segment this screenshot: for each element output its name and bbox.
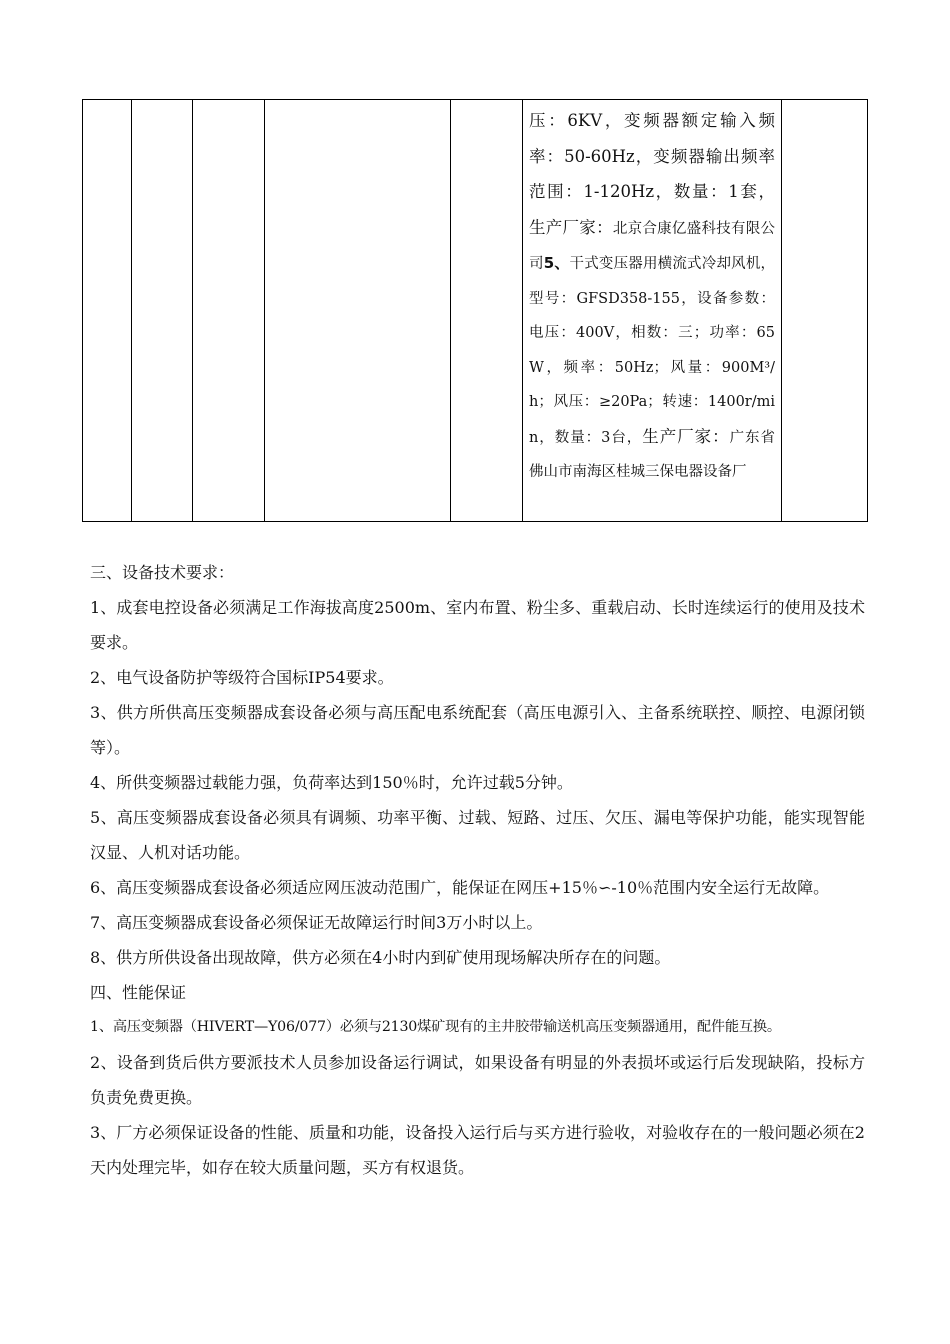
guarantee-item: 2、设备到货后供方要派技术人员参加设备运行调试，如果设备有明显的外表损坏或运行后发现缺陷，投标方负责免费更换。	[90, 1053, 865, 1107]
requirement-item: 3、供方所供高压变频器成套设备必须与高压配电系统配套（高压电源引入、主备系统联控、顺控、电源闭锁等）。	[90, 703, 865, 757]
requirement-item: 7、高压变频器成套设备必须保证无故障运行时间3万小时以上。	[90, 913, 543, 932]
table-cell-empty	[265, 100, 451, 522]
table-cell-empty	[451, 100, 523, 522]
requirement-item: 5、高压变频器成套设备必须具有调频、功率平衡、过载、短路、过压、欠压、漏电等保护功能，能实现智能汉显、人机对话功能。	[90, 808, 865, 862]
description-part: 生产厂家：	[642, 426, 730, 446]
description-part: 干式变压器用横流式冷却风机，型号：GFSD358-155，设备参数：电压：400V，相数：三；功率：65W，频率：50Hz；风量：900M³/h；风压：≥20Pa；转速：1400r/min，数量：3台，	[529, 256, 776, 446]
description-part: 广东省佛山市南海区桂城三保电器设备厂	[529, 429, 776, 480]
document-body	[90, 555, 865, 1185]
description-part: 压：6KV，变频器额定输入频率：50-60Hz，变频器输出频率范围：1-120Hz，数量：1套，生产厂家：	[529, 111, 775, 237]
table-cell-empty	[83, 100, 132, 522]
requirement-item: 8、供方所供设备出现故障，供方必须在4小时内到矿使用现场解决所存在的问题。	[90, 948, 671, 967]
requirement-item: 4、所供变频器过载能力强，负荷率达到150％时，允许过载5分钟。	[90, 773, 573, 792]
guarantee-item: 1、高压变频器（HIVERT—Y06/077）必须与2130煤矿现有的主井胶带输送机高压变频器通用，配件能互换。	[90, 1019, 781, 1035]
table-cell-empty	[782, 100, 868, 522]
table-row	[83, 100, 868, 522]
requirement-item: 1、成套电控设备必须满足工作海拔高度2500m、室内布置、粉尘多、重载启动、长时连续运行的使用及技术要求。	[90, 598, 865, 652]
equipment-description-cell	[523, 100, 782, 522]
equipment-table	[82, 99, 868, 522]
section-heading: 四、性能保证	[90, 983, 187, 1002]
description-part: 北京合康亿盛科技有限公司	[529, 220, 776, 272]
guarantee-item: 3、厂方必须保证设备的性能、质量和功能，设备投入运行后与买方进行验收，对验收存在的一般问题必须在2天内处理完毕，如存在较大质量问题，买方有权退货。	[90, 1123, 865, 1177]
requirement-item: 2、电气设备防护等级符合国标IP54要求。	[90, 668, 394, 687]
requirement-item: 6、高压变频器成套设备必须适应网压波动范围广，能保证在网压+15％∽-10％范围内安全运行无故障。	[90, 878, 830, 897]
table-cell-empty	[132, 100, 193, 522]
table-cell-empty	[193, 100, 265, 522]
section-heading: 三、设备技术要求：	[90, 563, 235, 582]
description-part: 5、	[543, 254, 570, 272]
